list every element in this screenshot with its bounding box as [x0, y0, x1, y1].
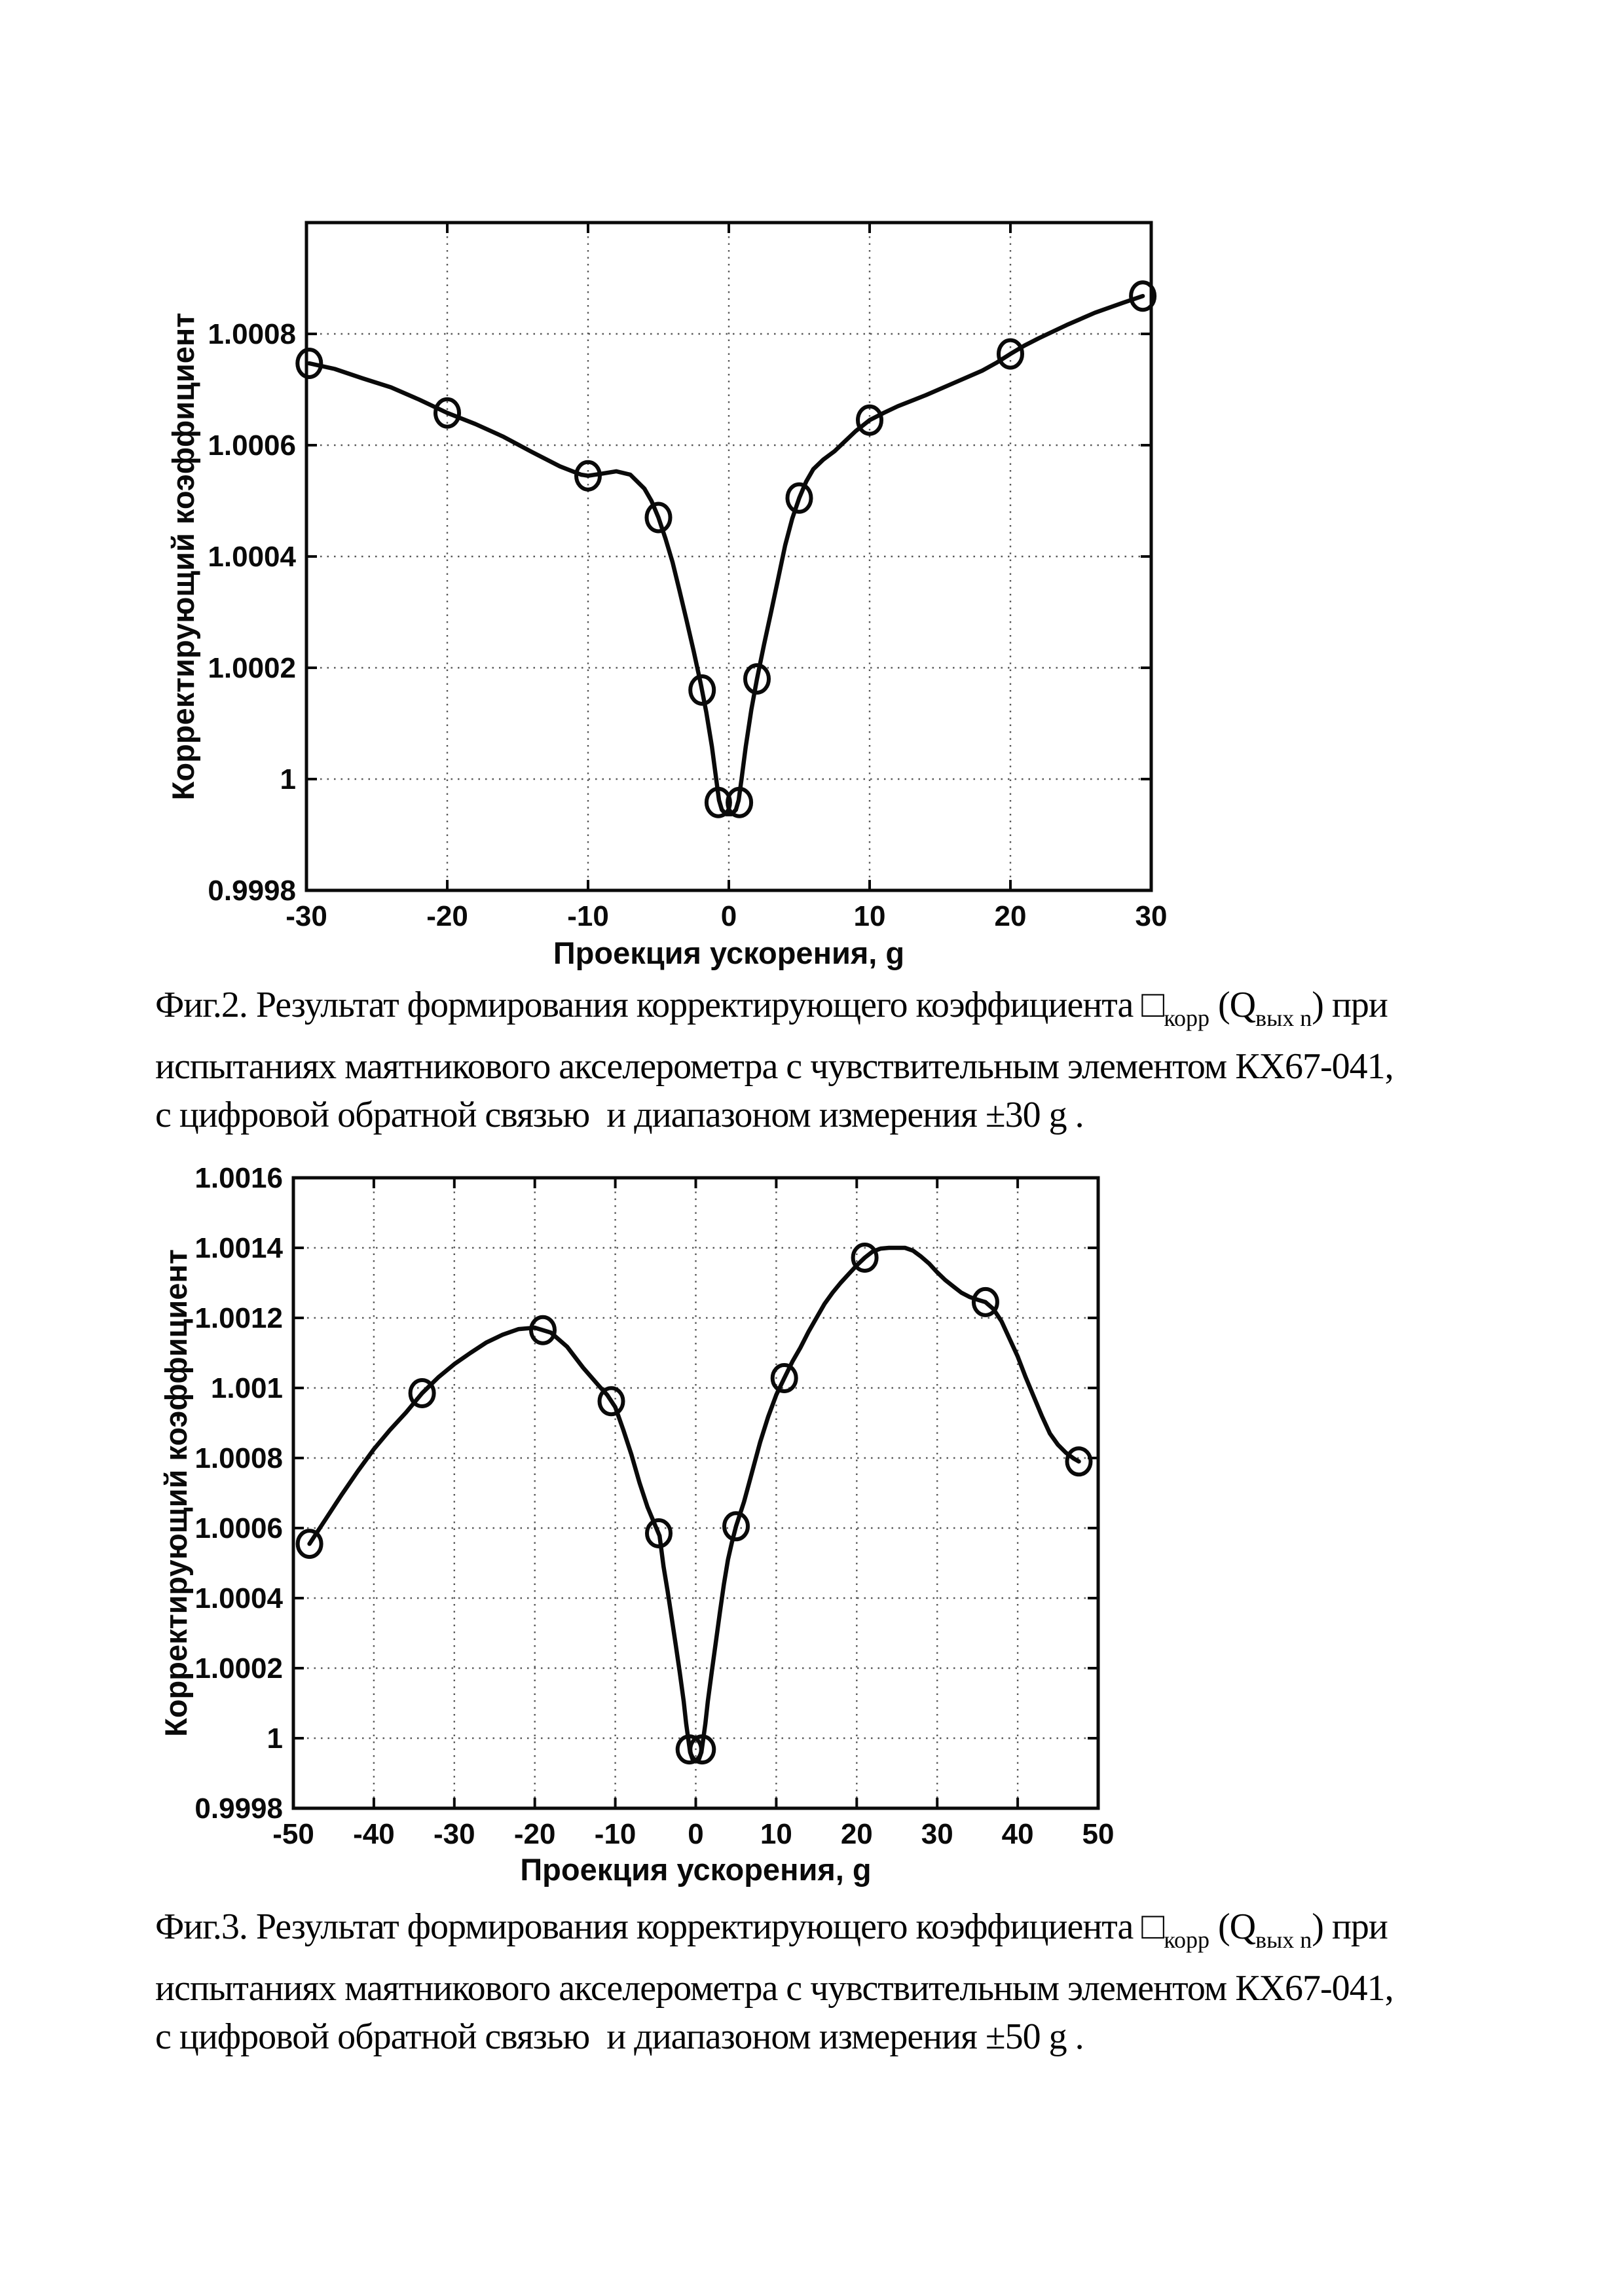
caption-line	[155, 1903, 1576, 1964]
figure-2-caption	[155, 981, 1576, 1139]
svg-text:1.0006: 1.0006	[208, 429, 296, 462]
svg-text:-40: -40	[353, 1818, 395, 1850]
caption-text: испытаниях маятникового акселерометра с чувствительным элементом КХ67-041,	[155, 1046, 1393, 1087]
x-tick-labels	[272, 1818, 1114, 1850]
caption-text: с цифровой обратной связью и диапазоном измерения ±50 g .	[155, 2016, 1084, 2057]
caption-line	[155, 981, 1576, 1042]
svg-text:1.0002: 1.0002	[208, 652, 296, 684]
caption-text: испытаниях маятникового акселерометра с чувствительным элементом КХ67-041,	[155, 1968, 1393, 2009]
caption-line	[155, 2013, 1576, 2061]
y-axis-title: Корректирующий коэффициент	[158, 1249, 193, 1737]
svg-text:20: 20	[840, 1818, 873, 1850]
caption-text: с цифровой обратной связью и диапазоном измерения ±30 g .	[155, 1095, 1084, 1135]
gridlines	[293, 1178, 1098, 1808]
undefined-symbol-box: □	[1141, 1904, 1164, 1947]
svg-text:-20: -20	[513, 1818, 556, 1850]
svg-text:-50: -50	[272, 1818, 314, 1850]
subscript-text: корр	[1164, 1927, 1210, 1953]
subscript-text: вых n	[1255, 1927, 1312, 1953]
figure-3-caption	[155, 1903, 1576, 2061]
svg-text:-30: -30	[434, 1818, 475, 1850]
x-axis-title: Проекция ускорения, g	[553, 936, 905, 970]
svg-text:1.0012: 1.0012	[194, 1302, 283, 1334]
svg-text:-10: -10	[567, 900, 609, 932]
svg-text:1.0006: 1.0006	[194, 1512, 283, 1544]
plot-border	[293, 1178, 1098, 1808]
axis-ticks	[293, 1178, 1098, 1808]
caption-line	[155, 1964, 1576, 2013]
caption-text: (Q	[1209, 985, 1256, 1025]
svg-text:1: 1	[280, 763, 296, 795]
fig2-accelerometer-chart	[98, 164, 1277, 1034]
svg-text:20: 20	[994, 900, 1027, 932]
svg-text:0: 0	[720, 900, 737, 932]
svg-text:40: 40	[1001, 1818, 1034, 1850]
svg-text:1.0004: 1.0004	[208, 541, 296, 573]
caption-text: Фиг.3. Результат формирования корректирующего коэффициента	[155, 1906, 1142, 1947]
caption-line	[155, 1042, 1576, 1091]
fig3-accelerometer-chart	[98, 1120, 1277, 1971]
data-markers	[297, 282, 1154, 816]
svg-text:-30: -30	[286, 900, 327, 932]
caption-text: ) при	[1312, 1906, 1388, 1947]
data-curve	[310, 1248, 1079, 1760]
svg-text:1.0008: 1.0008	[208, 318, 296, 350]
svg-text:10: 10	[853, 900, 886, 932]
svg-text:1: 1	[267, 1722, 283, 1755]
gridlines	[306, 223, 1151, 890]
plot-border	[306, 223, 1151, 890]
y-tick-labels	[194, 1162, 283, 1825]
svg-text:-20: -20	[426, 900, 468, 932]
undefined-symbol-box: □	[1141, 983, 1164, 1025]
svg-text:1.0008: 1.0008	[194, 1442, 283, 1474]
svg-text:0.9998: 0.9998	[208, 875, 296, 907]
caption-text: ) при	[1312, 985, 1388, 1025]
x-tick-labels	[286, 900, 1167, 932]
svg-text:10: 10	[760, 1818, 792, 1850]
data-markers	[298, 1245, 1091, 1762]
axis-ticks	[306, 223, 1151, 890]
subscript-text: вых n	[1255, 1005, 1312, 1031]
y-tick-labels	[208, 318, 296, 907]
svg-text:1.001: 1.001	[210, 1372, 283, 1404]
x-axis-title: Проекция ускорения, g	[520, 1852, 872, 1887]
y-axis-title: Корректирующий коэффициент	[166, 312, 200, 801]
svg-text:-10: -10	[594, 1818, 637, 1850]
svg-text:1.0016: 1.0016	[194, 1162, 283, 1194]
svg-text:0.9998: 0.9998	[194, 1793, 283, 1825]
svg-text:1.0004: 1.0004	[194, 1582, 283, 1614]
svg-text:30: 30	[921, 1818, 953, 1850]
data-curve	[309, 296, 1143, 814]
svg-text:50: 50	[1082, 1818, 1115, 1850]
caption-text: (Q	[1209, 1906, 1256, 1947]
svg-text:0: 0	[688, 1818, 704, 1850]
svg-text:1.0014: 1.0014	[194, 1232, 283, 1264]
subscript-text: корр	[1164, 1005, 1210, 1031]
svg-text:1.0002: 1.0002	[194, 1652, 283, 1685]
svg-text:30: 30	[1135, 900, 1168, 932]
caption-text: Фиг.2. Результат формирования корректирующего коэффициента	[155, 985, 1142, 1025]
